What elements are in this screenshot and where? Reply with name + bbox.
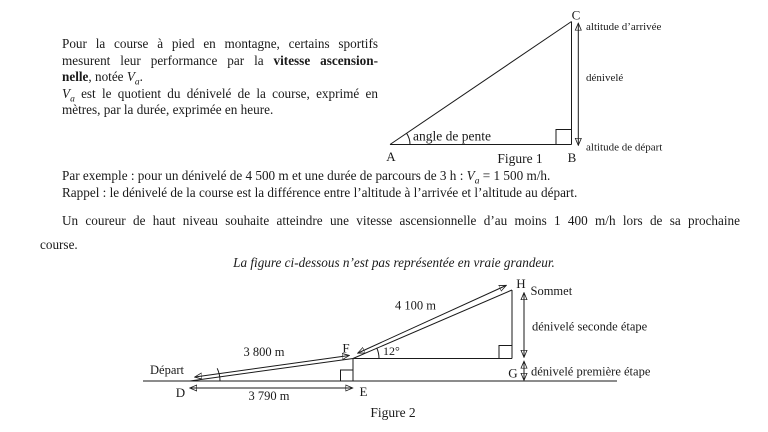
- figure2-fh-measure-arrow: [358, 286, 506, 354]
- intro-line-1: Pour la course à pied en montagne, certains sportifs: [62, 36, 378, 51]
- figure2-caption: Figure 2: [370, 405, 416, 420]
- figure1-elevation-label: dénivelé: [586, 72, 624, 84]
- figure2-diagram: [140, 270, 700, 430]
- figure2-angle-value: 12°: [383, 344, 400, 358]
- intro-paragraph: [62, 36, 378, 119]
- figure1-angle-arc: [407, 133, 410, 144]
- figure2-right-angle-e: [341, 370, 354, 381]
- figure1-hypotenuse-ac: [390, 22, 572, 145]
- figure2-stage1-elevation-label: dénivelé première étape: [531, 364, 651, 379]
- intro-line-4: $V_a$ est le quotient du dénivelé de la course, exprimé en: [62, 85, 378, 105]
- example-paragraph: [62, 168, 762, 201]
- figure2-point-f-label: F: [342, 340, 350, 356]
- figure2-angle-arc-f: [377, 348, 379, 359]
- figure1-departure-label: altitude de départ: [586, 141, 663, 154]
- figure2-point-g-label: G: [508, 365, 518, 381]
- figure1-point-b-label: B: [567, 150, 577, 165]
- figure2-point-d-label: D: [175, 385, 186, 400]
- figure2-angle-arc-d: [217, 368, 220, 381]
- intro-line-3: nelle, notée $V_a$.: [62, 69, 143, 88]
- va-symbol: $V_a$: [466, 168, 480, 187]
- figure1-caption: Figure 1: [497, 151, 543, 166]
- figure2-stage2-slope-length: 4 100 m: [395, 298, 436, 313]
- runner-line-2: course.: [40, 237, 78, 252]
- intro-line-2: mesurent leur performance par la vitesse ascension-: [62, 52, 378, 68]
- example-line: Par exemple : pour un dénivelé de 4 500 m et une durée de parcours de 3 h : $V_a = 1$ 500 m/h.: [62, 168, 551, 187]
- intro-line-5: mètres, par la durée, exprimée en heure.: [62, 102, 274, 118]
- figure1-point-a-label: A: [386, 149, 396, 164]
- figure2-stage1-horizontal-length: 3 790 m: [248, 389, 290, 403]
- va-symbol: $V_a$: [62, 85, 75, 105]
- figure1-point-c-label: C: [571, 7, 581, 23]
- runner-line-1: Un coureur de haut niveau souhaite atteindre une vitesse ascensionnelle d’au moins 1 400 m/h lors de sa prochaine: [62, 213, 740, 228]
- figure2-summit-label: Sommet: [530, 284, 573, 298]
- rappel-line: Rappel : le dénivelé de la course est la différence entre l’altitude à l’arrivée et l’altitude au départ.: [62, 184, 578, 200]
- figure2-stage1-slope-length: 3 800 m: [243, 345, 285, 359]
- figure2-slope-df: [190, 359, 353, 382]
- figure1-diagram: [380, 5, 768, 170]
- figure-note: La figure ci-dessous n’est pas représentée en vraie grandeur.: [233, 255, 555, 270]
- figure2-point-e-label: E: [359, 384, 368, 399]
- va-symbol: $V_a$: [126, 69, 140, 88]
- figure2-start-label: Départ: [150, 363, 185, 377]
- figure2-right-angle-g: [499, 346, 512, 359]
- figure2-point-h-label: H: [516, 276, 526, 291]
- figure1-arrival-label: altitude d’arrivée: [586, 21, 662, 33]
- figure1-angle-label: angle de pente: [413, 128, 491, 144]
- figure1-right-angle-mark: [556, 130, 572, 145]
- figure2-stage2-elevation-label: dénivelé seconde étape: [532, 319, 648, 334]
